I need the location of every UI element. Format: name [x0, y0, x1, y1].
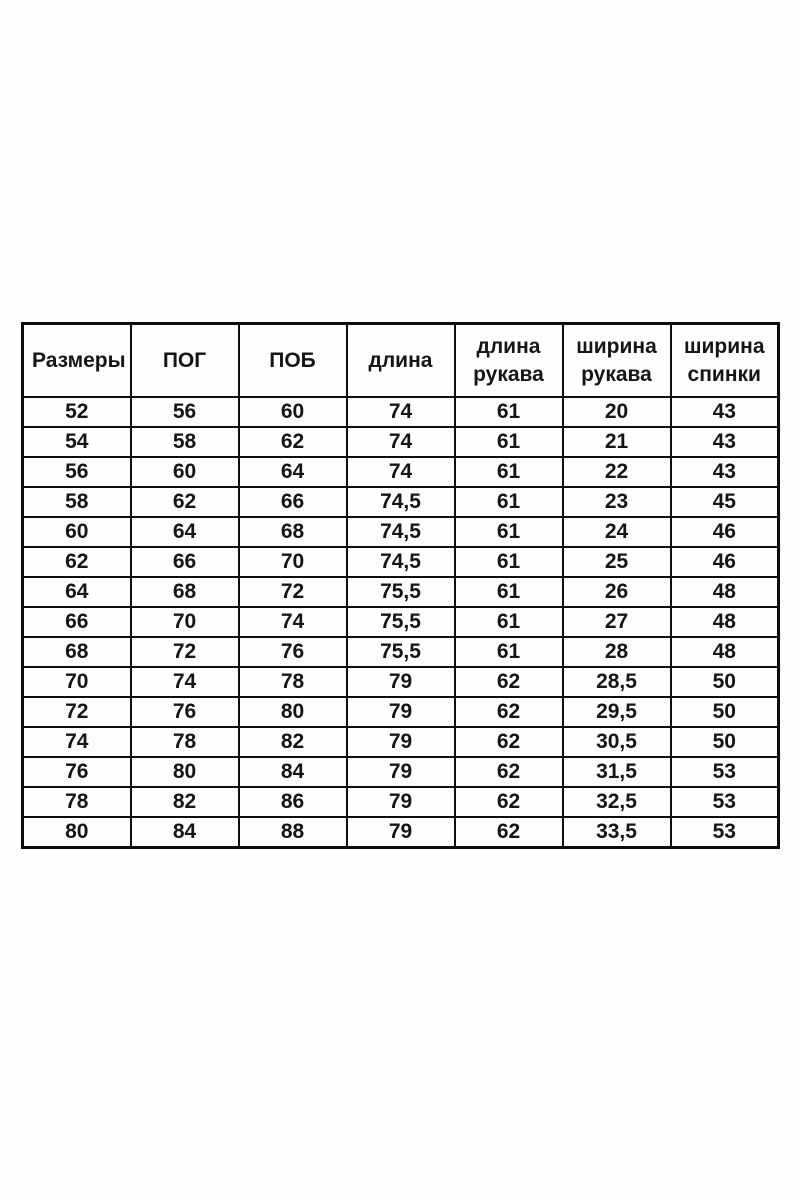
column-header: ПОБ	[239, 324, 347, 398]
table-cell: 21	[563, 427, 671, 457]
table-cell: 48	[671, 637, 779, 667]
table-cell: 20	[563, 397, 671, 427]
table-cell: 74	[347, 457, 455, 487]
table-row	[23, 817, 779, 848]
table-cell: 50	[671, 667, 779, 697]
table-cell: 80	[239, 697, 347, 727]
table-cell: 50	[671, 697, 779, 727]
table-cell: 61	[455, 457, 563, 487]
column-header: ширина спинки	[671, 324, 779, 398]
table-cell: 79	[347, 667, 455, 697]
size-chart-header	[23, 324, 779, 398]
table-cell: 62	[455, 727, 563, 757]
table-cell: 62	[455, 817, 563, 848]
table-cell: 64	[131, 517, 239, 547]
table-cell: 74,5	[347, 547, 455, 577]
table-cell: 88	[239, 817, 347, 848]
table-cell: 74,5	[347, 487, 455, 517]
table-cell: 56	[23, 457, 131, 487]
table-cell: 53	[671, 787, 779, 817]
table-row	[23, 427, 779, 457]
table-row	[23, 787, 779, 817]
table-cell: 32,5	[563, 787, 671, 817]
table-cell: 66	[23, 607, 131, 637]
table-cell: 56	[131, 397, 239, 427]
table-cell: 33,5	[563, 817, 671, 848]
table-cell: 22	[563, 457, 671, 487]
table-cell: 75,5	[347, 637, 455, 667]
table-cell: 76	[239, 637, 347, 667]
table-cell: 61	[455, 517, 563, 547]
table-cell: 74,5	[347, 517, 455, 547]
table-row	[23, 547, 779, 577]
table-cell: 80	[131, 757, 239, 787]
table-cell: 62	[455, 787, 563, 817]
table-cell: 84	[239, 757, 347, 787]
table-cell: 79	[347, 697, 455, 727]
table-cell: 45	[671, 487, 779, 517]
table-cell: 76	[131, 697, 239, 727]
table-cell: 23	[563, 487, 671, 517]
table-cell: 86	[239, 787, 347, 817]
size-chart	[21, 322, 780, 849]
table-cell: 53	[671, 817, 779, 848]
table-cell: 26	[563, 577, 671, 607]
table-cell: 43	[671, 427, 779, 457]
header-row	[23, 324, 779, 398]
table-cell: 72	[239, 577, 347, 607]
table-row	[23, 727, 779, 757]
table-cell: 82	[239, 727, 347, 757]
table-cell: 66	[239, 487, 347, 517]
table-cell: 68	[131, 577, 239, 607]
table-cell: 61	[455, 547, 563, 577]
table-cell: 29,5	[563, 697, 671, 727]
table-row	[23, 577, 779, 607]
table-cell: 79	[347, 787, 455, 817]
size-chart-body	[23, 397, 779, 848]
table-cell: 64	[23, 577, 131, 607]
table-cell: 52	[23, 397, 131, 427]
table-cell: 25	[563, 547, 671, 577]
table-cell: 61	[455, 607, 563, 637]
table-cell: 50	[671, 727, 779, 757]
table-cell: 43	[671, 397, 779, 427]
column-header: ПОГ	[131, 324, 239, 398]
table-cell: 62	[455, 757, 563, 787]
table-row	[23, 757, 779, 787]
table-cell: 61	[455, 397, 563, 427]
table-cell: 43	[671, 457, 779, 487]
table-cell: 31,5	[563, 757, 671, 787]
table-cell: 74	[23, 727, 131, 757]
table-cell: 78	[239, 667, 347, 697]
table-cell: 74	[131, 667, 239, 697]
table-cell: 58	[23, 487, 131, 517]
table-row	[23, 517, 779, 547]
column-header: длина рукава	[455, 324, 563, 398]
table-cell: 68	[239, 517, 347, 547]
table-cell: 61	[455, 487, 563, 517]
table-cell: 74	[347, 427, 455, 457]
size-chart-table	[21, 322, 780, 849]
column-header: длина	[347, 324, 455, 398]
table-cell: 72	[131, 637, 239, 667]
table-cell: 62	[131, 487, 239, 517]
table-cell: 66	[131, 547, 239, 577]
table-cell: 61	[455, 577, 563, 607]
table-row	[23, 697, 779, 727]
table-row	[23, 487, 779, 517]
table-cell: 54	[23, 427, 131, 457]
table-row	[23, 607, 779, 637]
column-header: ширина рукава	[563, 324, 671, 398]
table-cell: 75,5	[347, 577, 455, 607]
table-cell: 62	[455, 667, 563, 697]
table-cell: 60	[131, 457, 239, 487]
table-cell: 62	[23, 547, 131, 577]
table-cell: 76	[23, 757, 131, 787]
table-cell: 80	[23, 817, 131, 848]
table-cell: 46	[671, 517, 779, 547]
column-header: Размеры	[23, 324, 131, 398]
table-row	[23, 457, 779, 487]
table-cell: 70	[239, 547, 347, 577]
table-row	[23, 397, 779, 427]
table-cell: 60	[239, 397, 347, 427]
table-cell: 84	[131, 817, 239, 848]
table-cell: 27	[563, 607, 671, 637]
table-cell: 48	[671, 607, 779, 637]
table-cell: 75,5	[347, 607, 455, 637]
table-cell: 68	[23, 637, 131, 667]
table-cell: 46	[671, 547, 779, 577]
table-cell: 53	[671, 757, 779, 787]
table-row	[23, 667, 779, 697]
table-cell: 28,5	[563, 667, 671, 697]
table-cell: 24	[563, 517, 671, 547]
table-row	[23, 637, 779, 667]
table-cell: 79	[347, 727, 455, 757]
table-cell: 30,5	[563, 727, 671, 757]
table-cell: 79	[347, 817, 455, 848]
table-cell: 61	[455, 427, 563, 457]
table-cell: 70	[23, 667, 131, 697]
table-cell: 64	[239, 457, 347, 487]
table-cell: 60	[23, 517, 131, 547]
table-cell: 28	[563, 637, 671, 667]
table-cell: 58	[131, 427, 239, 457]
table-cell: 61	[455, 637, 563, 667]
table-cell: 62	[239, 427, 347, 457]
table-cell: 79	[347, 757, 455, 787]
table-cell: 74	[239, 607, 347, 637]
table-cell: 70	[131, 607, 239, 637]
table-cell: 82	[131, 787, 239, 817]
table-cell: 78	[131, 727, 239, 757]
table-cell: 74	[347, 397, 455, 427]
table-cell: 48	[671, 577, 779, 607]
table-cell: 72	[23, 697, 131, 727]
table-cell: 62	[455, 697, 563, 727]
table-cell: 78	[23, 787, 131, 817]
